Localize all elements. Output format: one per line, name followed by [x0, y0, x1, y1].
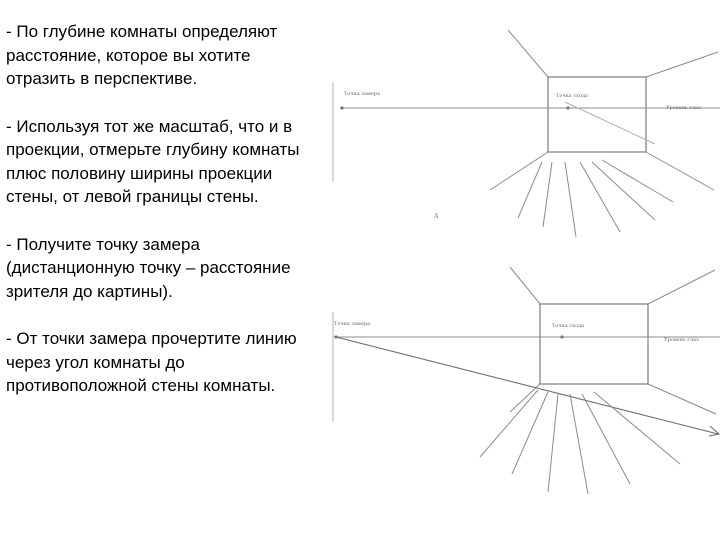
perspective-drawing-1: [330, 22, 720, 262]
eye-level-label: Уровень глаз: [664, 337, 699, 343]
vanishing-point-label: Точка схода: [552, 323, 585, 329]
floor-ray: [582, 394, 630, 484]
measuring-point-label: Точка замера: [344, 91, 381, 97]
floor-ray: [565, 162, 576, 237]
measuring-line: [336, 337, 718, 434]
instruction-step-2: - Используя тот же масштаб, что и в проекции, отмерьте глубину комнаты плюс половину ширины проекции стены, от левой границы стены.: [6, 116, 300, 206]
back-wall: [540, 304, 648, 384]
floor-ray: [512, 392, 548, 474]
measuring-point-dot: [334, 335, 337, 338]
ceiling-edge-right: [648, 270, 715, 304]
floor-ray: [518, 162, 542, 218]
floor-edge-left: [490, 152, 548, 190]
measuring-point-dot: [340, 106, 343, 109]
measuring-point-label: Точка замера: [334, 321, 371, 327]
instruction-step-4: - От точки замера прочертите линию через угол комнаты до противоположной стены комнаты.: [6, 329, 297, 395]
perspective-drawing-2: [330, 262, 720, 517]
instruction-step-1: - По глубине комнаты определяют расстояние, которое вы хотите отразить в перспективе.: [6, 22, 278, 88]
instruction-step-3: - Получите точку замера (дистанционную точку – расстояние зрителя до картины).: [6, 234, 291, 301]
ceiling-edge-left: [510, 267, 540, 304]
perspective-diagram-1: [330, 22, 720, 262]
vanishing-point-label: Точка схода: [556, 93, 589, 99]
floor-ray: [592, 162, 655, 220]
floor-edge-right: [648, 384, 716, 414]
floor-ray: [548, 394, 558, 492]
ceiling-edge-left: [508, 30, 548, 77]
perspective-diagram-2: [330, 262, 720, 517]
vanishing-point-dot: [560, 335, 563, 338]
floor-edge-right: [646, 152, 714, 190]
floor-ray: [580, 162, 620, 232]
floor-ray: [594, 392, 680, 464]
instruction-text: [6, 20, 322, 422]
floor-ray: [543, 162, 552, 227]
ceiling-edge-right: [646, 52, 718, 77]
back-wall: [548, 77, 646, 152]
floor-ray: [570, 394, 588, 494]
eye-level-label: Уровень глаз: [666, 105, 701, 111]
floor-ray: [480, 390, 538, 457]
arrow-head: [709, 426, 719, 436]
vanishing-point-dot: [566, 106, 569, 109]
stray-mark: А: [434, 213, 439, 220]
